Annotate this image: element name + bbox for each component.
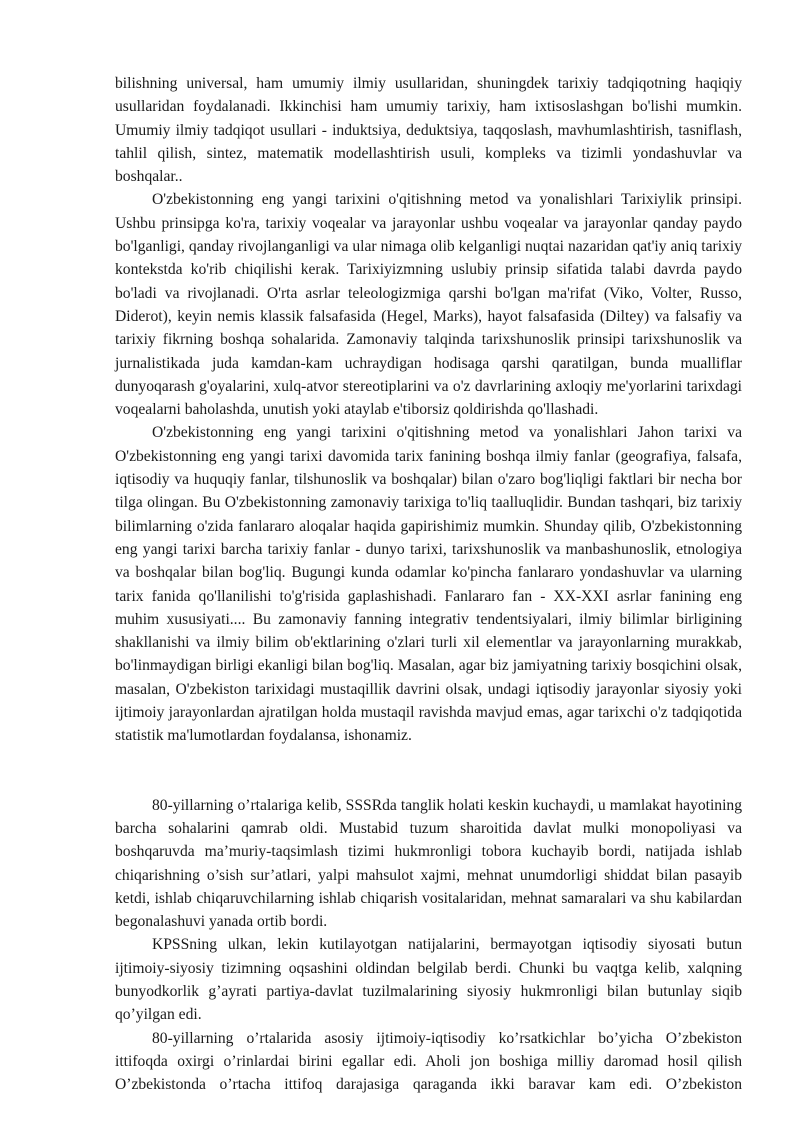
paragraph-interdisciplinary: O'zbekistonning eng yangi tarixini o'qitishning metod va yonalishlari Jahon tarixi va O'zbekistonning eng yangi tarixi davomida tarix fanining boshqa ilmiy fanlar (geografiya, falsafa, iqtisodiy va huquqiy fanlar, tilshunoslik va boshqalar) bilan o'zaro bog'liqligi faktlari bir necha bor tilga olingan. Bu O'zbekistonning zamonaviy tarixiga to'liq taalluqlidir. Bundan tashqari, biz tarixiy bilimlarning o'zida fanlararo aloqalar haqida gapirishimiz mumkin. Shunday qilib, O'zbekistonning eng yangi tarixi barcha tarixiy fanlar - dunyo tarixi, tarixshunoslik va manbashunoslik, etnologiya va boshqalar bilan bog'liq. Bugungi kunda odamlar ko'pincha fanlararo yondashuvlar va ularning tarix fanida qo'llanilishi to'g'risida gaplashishadi. Fanlararo fan - XX-XXI asrlar fanining eng muhim xususiyati.... Bu zamonaviy fanning integrativ tendentsiyalari, ilmiy bilimlar birligining shakllanishi va ilmiy bilim ob'ektlarining o'zlari turli xil elementlar va jarayonlarning murakkab, bo'linmaydigan birligi ekanligi bilan bog'liq. Masalan, agar biz jamiyatning tarixiy bosqichini olsak, masalan, O'zbekiston tarixidagi mustaqillik davrini olsak, undagi iqtisodiy jarayonlar siyosiy yoki ijtimoiy jarayonlardan ajratilgan holda mustaqil ravishda mavjud emas, agar tarixchi o'z tadqiqotida statistik ma'lumotlardan foydalansa, ishonamiz.	[115, 424, 742, 745]
paragraph-cpsu-policy: KPSSning ulkan, lekin kutilayotgan natijalarini, bermayotgan iqtisodiy siyosati butun ijtimoiy-siyosiy tizimning oqsashini oldindan belgilab berdi. Chunki bu vaqtga kelib, xalqning bunyodkorlik g’ayrati partiya-davlat tuzilmalarining siyosiy hukmronligi bilan butunlay siqib qo’yilgan edi.	[115, 936, 742, 1024]
paragraph-historicism-principle: O'zbekistonning eng yangi tarixini o'qitishning metod va yonalishlari Tarixiylik prinsipi. Ushbu prinsipga ko'ra, tarixiy voqealar va jarayonlar ushbu voqealar va jarayonlar qanday paydo bo'lganligi, qanday rivojlanganligi va ular nimaga olib kelganligi nuqtai nazaridan qat'iy aniq tarixiy kontekstda ko'rib chiqilishi kerak. Tarixiyizmning uslubiy prinsip sifatida talabi davrda paydo bo'ladi va rivojlanadi. O'rta asrlar teleologizmiga qarshi bo'lgan ma'rifat (Viko, Volter, Russo, Diderot), keyin nemis klassik falsafasida (Hegel, Marks), hayot falsafasida (Diltey) va falsafiy va tarixiy fikrning boshqa sohalarida. Zamonaviy talqinda tarixshunoslik prinsipi tarixshunoslik va jurnalistikada juda kamdan-kam uchraydigan hodisaga qarshi qaratilgan, bunda mualliflar dunyoqarash g'oyalarini, xulq-atvor stereotiplarini va o'z davrlarining axloqiy me'yorlarini tarixdagi voqealarni baholashda, unutish yoki ataylab e'tiborsiz qoldirishda qo'llashadi.	[115, 191, 742, 419]
document-page	[115, 72, 742, 1096]
paragraph-ussr-crisis: 80-yillarning o’rtalariga kelib, SSSRda tanglik holati keskin kuchaydi, u mamlakat hayotining barcha sohalarini qamrab oldi. Mustabid tuzum sharoitida davlat mulki monopoliyasi va boshqaruvda ma’muriy-taqsimlash tizimi hukmronligi tobora kuchayib bordi, natijada ishlab chiqarishning o’sish sur’atlari, yalpi mahsulot xajmi, mehnat unumdorligi shiddat bilan pasayib ketdi, ishlab chiqaruvchilarning ishlab chiqarish vositalaridan, mehnat samaralari va shu kabilardan begonalashuvi yanada ortib bordi.	[115, 796, 742, 931]
paragraph-uzbekistan-indicators: 80-yillarning o’rtalarida asosiy ijtimoiy-iqtisodiy ko’rsatkichlar bo’yicha O’zbekiston ittifoqda oxirgi o’rinlardai birini egallar edi. Aholi jon boshiga milliy daromad hosil qilish O’zbekistonda o’rtacha ittifoq darajasiga qaraganda ikki baravar kam edi. O’zbekiston	[115, 1029, 742, 1094]
paragraph-methods-continued: bilishning universal, ham umumiy ilmiy usullaridan, shuningdek tarixiy tadqiqotning haqiqiy usullaridan foydalanadi. Ikkinchisi ham umumiy tarixiy, ham ixtisoslashgan bo'lishi mumkin. Umumiy ilmiy tadqiqot usullari - induktsiya, deduktsiya, taqqoslash, mavhumlashtirish, tasniflash, tahlil qilish, sintez, matematik modellashtirish usuli, kompleks va tizimli yondashuvlar va boshqalar..	[115, 75, 742, 186]
section-gap	[115, 748, 742, 794]
